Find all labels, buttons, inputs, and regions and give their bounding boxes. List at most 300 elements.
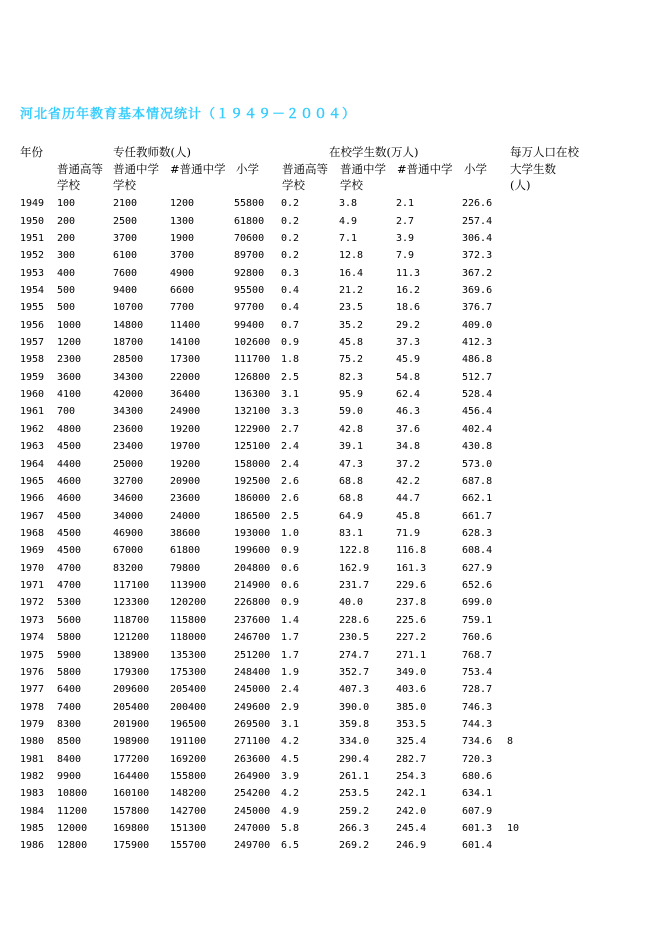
header-teachers-group: 专任教师数(人) <box>113 145 191 159</box>
cell-student-hash-middle: 385.0 <box>396 701 427 713</box>
cell-teacher-primary: 246700 <box>234 632 271 644</box>
cell-student-middle: 23.5 <box>339 302 364 314</box>
cell-per-10k <box>507 560 547 577</box>
cell-teacher-hash-middle: 142700 <box>170 805 207 817</box>
cell-teacher-middle: 34300 <box>113 406 144 418</box>
cell-student-hash-middle: 54.8 <box>396 371 421 383</box>
cell-teacher-middle: 6100 <box>113 250 138 262</box>
cell-year: 1977 <box>20 684 45 696</box>
cell-student-hash-middle: 46.3 <box>396 406 421 418</box>
cell-student-primary: 728.7 <box>462 684 493 696</box>
table-row <box>20 629 547 646</box>
cell-student-middle: 290.4 <box>339 753 370 765</box>
cell-teacher-hash-middle: 14100 <box>170 337 201 349</box>
cell-teacher-middle: 83200 <box>113 562 144 574</box>
cell-teacher-higher: 1000 <box>57 319 82 331</box>
cell-student-primary: 680.6 <box>462 771 493 783</box>
cell-teacher-middle: 2500 <box>113 215 138 227</box>
cell-teacher-higher: 11200 <box>57 805 88 817</box>
cell-teacher-primary: 132100 <box>234 406 271 418</box>
cell-student-higher: 0.4 <box>281 302 300 314</box>
cell-student-middle: 82.3 <box>339 371 364 383</box>
cell-teacher-middle: 209600 <box>113 684 150 696</box>
cell-per-10k <box>507 577 547 594</box>
cell-teacher-primary: 251200 <box>234 649 271 661</box>
cell-student-primary: 601.3 <box>462 823 493 835</box>
header-student-primary: 小学 <box>464 162 487 176</box>
cell-teacher-middle: 34600 <box>113 493 144 505</box>
cell-per-10k <box>507 403 547 420</box>
cell-teacher-primary: 61800 <box>234 215 265 227</box>
cell-per-10k <box>507 698 547 715</box>
header-teacher-hash-middle: #普通中学 <box>170 162 226 176</box>
cell-teacher-higher: 300 <box>57 250 76 262</box>
cell-teacher-primary: 247000 <box>234 823 271 835</box>
table-row <box>20 212 547 229</box>
cell-student-higher: 2.5 <box>281 371 300 383</box>
cell-per-10k <box>507 455 547 472</box>
cell-student-hash-middle: 245.4 <box>396 823 427 835</box>
table-row <box>20 455 547 472</box>
cell-student-primary: 369.6 <box>462 284 493 296</box>
cell-student-hash-middle: 229.6 <box>396 580 427 592</box>
cell-per-10k <box>507 386 547 403</box>
table-row <box>20 803 547 820</box>
cell-year: 1984 <box>20 805 45 817</box>
header-student-middle-2: 学校 <box>340 178 363 192</box>
cell-teacher-middle: 157800 <box>113 805 150 817</box>
cell-student-primary: 652.6 <box>462 580 493 592</box>
cell-teacher-higher: 5800 <box>57 632 82 644</box>
cell-teacher-primary: 237600 <box>234 614 271 626</box>
cell-teacher-middle: 175900 <box>113 840 150 852</box>
cell-year: 1967 <box>20 510 45 522</box>
cell-student-middle: 334.0 <box>339 736 370 748</box>
cell-per-10k: 8 <box>507 736 514 748</box>
cell-teacher-primary: 249600 <box>234 701 271 713</box>
cell-teacher-middle: 3700 <box>113 232 138 244</box>
cell-per-10k <box>507 247 547 264</box>
cell-student-middle: 3.8 <box>339 198 358 210</box>
table-row <box>20 837 547 854</box>
cell-student-hash-middle: 7.9 <box>396 250 415 262</box>
cell-teacher-primary: 271100 <box>234 736 271 748</box>
data-table <box>20 195 547 855</box>
cell-teacher-primary: 97700 <box>234 302 265 314</box>
cell-student-middle: 7.1 <box>339 232 358 244</box>
cell-per-10k <box>507 195 547 212</box>
cell-year: 1962 <box>20 423 45 435</box>
cell-per-10k <box>507 803 547 820</box>
cell-teacher-primary: 245000 <box>234 805 271 817</box>
cell-teacher-primary: 249700 <box>234 840 271 852</box>
cell-per-10k <box>507 751 547 768</box>
cell-student-primary: 634.1 <box>462 788 493 800</box>
cell-teacher-primary: 186500 <box>234 510 271 522</box>
cell-teacher-primary: 136300 <box>234 389 271 401</box>
cell-teacher-middle: 117100 <box>113 580 150 592</box>
cell-year: 1979 <box>20 718 45 730</box>
cell-student-hash-middle: 225.6 <box>396 614 427 626</box>
table-row <box>20 473 547 490</box>
cell-student-hash-middle: 237.8 <box>396 597 427 609</box>
cell-per-10k: 10 <box>507 823 520 835</box>
cell-student-hash-middle: 37.2 <box>396 458 421 470</box>
cell-teacher-middle: 42000 <box>113 389 144 401</box>
cell-teacher-higher: 4700 <box>57 562 82 574</box>
cell-student-middle: 47.3 <box>339 458 364 470</box>
cell-student-hash-middle: 44.7 <box>396 493 421 505</box>
cell-per-10k <box>507 421 547 438</box>
cell-teacher-hash-middle: 205400 <box>170 684 207 696</box>
cell-teacher-primary: 89700 <box>234 250 265 262</box>
cell-teacher-hash-middle: 135300 <box>170 649 207 661</box>
table-row <box>20 507 547 524</box>
cell-student-primary: 628.3 <box>462 528 493 539</box>
cell-student-higher: 0.2 <box>281 215 300 227</box>
cell-year: 1961 <box>20 406 45 418</box>
cell-year: 1980 <box>20 736 45 748</box>
table-row <box>20 421 547 438</box>
cell-teacher-hash-middle: 1900 <box>170 232 195 244</box>
cell-teacher-higher: 500 <box>57 284 76 296</box>
cell-teacher-higher: 700 <box>57 406 76 418</box>
cell-student-higher: 0.3 <box>281 267 300 279</box>
cell-teacher-hash-middle: 19200 <box>170 423 201 435</box>
cell-student-primary: 608.4 <box>462 545 493 557</box>
cell-per-10k <box>507 681 547 698</box>
cell-teacher-higher: 6400 <box>57 684 82 696</box>
cell-teacher-higher: 4400 <box>57 458 82 470</box>
cell-teacher-hash-middle: 120200 <box>170 597 207 609</box>
cell-student-hash-middle: 242.1 <box>396 788 427 800</box>
cell-teacher-hash-middle: 1200 <box>170 198 195 210</box>
cell-student-higher: 3.9 <box>281 771 300 783</box>
cell-per-10k <box>507 369 547 386</box>
cell-teacher-primary: 214900 <box>234 580 271 592</box>
cell-year: 1974 <box>20 632 45 644</box>
cell-student-higher: 2.4 <box>281 458 300 470</box>
cell-student-primary: 601.4 <box>462 840 493 852</box>
cell-teacher-higher: 500 <box>57 302 76 314</box>
table-row <box>20 698 547 715</box>
cell-student-primary: 512.7 <box>462 371 493 383</box>
cell-student-primary: 573.0 <box>462 458 493 470</box>
cell-student-primary: 402.4 <box>462 423 493 435</box>
cell-student-primary: 687.8 <box>462 475 493 487</box>
cell-student-middle: 83.1 <box>339 528 364 539</box>
cell-student-middle: 45.8 <box>339 337 364 349</box>
table-row <box>20 334 547 351</box>
cell-teacher-higher: 4500 <box>57 510 82 522</box>
table-row <box>20 317 547 334</box>
cell-teacher-higher: 2300 <box>57 354 82 366</box>
cell-student-higher: 2.6 <box>281 493 300 505</box>
cell-student-middle: 4.9 <box>339 215 358 227</box>
table-row <box>20 681 547 698</box>
cell-teacher-middle: 205400 <box>113 701 150 713</box>
cell-student-hash-middle: 227.2 <box>396 632 427 644</box>
cell-year: 1949 <box>20 198 45 210</box>
cell-year: 1975 <box>20 649 45 661</box>
cell-teacher-middle: 28500 <box>113 354 144 366</box>
cell-teacher-hash-middle: 6600 <box>170 284 195 296</box>
cell-teacher-hash-middle: 24000 <box>170 510 201 522</box>
cell-student-hash-middle: 37.6 <box>396 423 421 435</box>
cell-student-primary: 607.9 <box>462 805 493 817</box>
cell-teacher-higher: 3600 <box>57 371 82 383</box>
cell-teacher-hash-middle: 17300 <box>170 354 201 366</box>
cell-student-middle: 352.7 <box>339 666 370 678</box>
cell-student-hash-middle: 71.9 <box>396 528 421 539</box>
cell-student-higher: 2.5 <box>281 510 300 522</box>
cell-per-10k <box>507 334 547 351</box>
cell-per-10k <box>507 664 547 681</box>
cell-teacher-primary: 245000 <box>234 684 271 696</box>
cell-student-higher: 6.5 <box>281 840 300 852</box>
table-row <box>20 733 547 750</box>
table-row <box>20 612 547 629</box>
cell-student-higher: 4.2 <box>281 736 300 748</box>
cell-per-10k <box>507 594 547 611</box>
cell-year: 1965 <box>20 475 45 487</box>
cell-student-higher: 0.6 <box>281 580 300 592</box>
cell-student-higher: 0.2 <box>281 232 300 244</box>
cell-student-middle: 39.1 <box>339 441 364 453</box>
header-per-10k-line1: 每万人口在校 <box>510 145 579 159</box>
table-row <box>20 646 547 663</box>
cell-teacher-middle: 25000 <box>113 458 144 470</box>
cell-teacher-higher: 12800 <box>57 840 88 852</box>
cell-student-higher: 1.4 <box>281 614 300 626</box>
cell-student-hash-middle: 16.2 <box>396 284 421 296</box>
cell-teacher-primary: 269500 <box>234 718 271 730</box>
cell-per-10k <box>507 785 547 802</box>
cell-per-10k <box>507 351 547 368</box>
cell-year: 1973 <box>20 614 45 626</box>
cell-student-higher: 1.8 <box>281 354 300 366</box>
cell-student-middle: 35.2 <box>339 319 364 331</box>
cell-teacher-primary: 204800 <box>234 562 271 574</box>
page-title: 河北省历年教育基本情况统计（１９４９－２００４） <box>20 107 357 122</box>
cell-teacher-higher: 4500 <box>57 528 82 539</box>
cell-year: 1983 <box>20 788 45 800</box>
cell-teacher-higher: 1200 <box>57 337 82 349</box>
table-row <box>20 195 547 212</box>
cell-student-hash-middle: 18.6 <box>396 302 421 314</box>
cell-student-middle: 59.0 <box>339 406 364 418</box>
cell-student-middle: 253.5 <box>339 788 370 800</box>
cell-teacher-hash-middle: 4900 <box>170 267 195 279</box>
cell-student-primary: 412.3 <box>462 337 493 349</box>
cell-student-middle: 68.8 <box>339 475 364 487</box>
cell-teacher-middle: 34000 <box>113 510 144 522</box>
cell-year: 1953 <box>20 267 45 279</box>
cell-student-higher: 2.4 <box>281 684 300 696</box>
header-student-middle-1: 普通中学 <box>340 162 386 176</box>
cell-teacher-middle: 67000 <box>113 545 144 557</box>
cell-student-middle: 75.2 <box>339 354 364 366</box>
table-row <box>20 438 547 455</box>
cell-year: 1955 <box>20 302 45 314</box>
cell-teacher-middle: 18700 <box>113 337 144 349</box>
cell-teacher-higher: 5900 <box>57 649 82 661</box>
cell-student-primary: 372.3 <box>462 250 493 262</box>
cell-teacher-hash-middle: 19700 <box>170 441 201 453</box>
cell-student-middle: 274.7 <box>339 649 370 661</box>
table-row <box>20 386 547 403</box>
cell-teacher-middle: 198900 <box>113 736 150 748</box>
cell-student-middle: 230.5 <box>339 632 370 644</box>
cell-teacher-primary: 199600 <box>234 545 271 557</box>
cell-student-primary: 367.2 <box>462 267 493 279</box>
cell-per-10k <box>507 282 547 299</box>
cell-teacher-primary: 186000 <box>234 493 271 505</box>
cell-per-10k <box>507 317 547 334</box>
cell-per-10k <box>507 299 547 316</box>
header-teacher-primary: 小学 <box>236 162 259 176</box>
cell-student-hash-middle: 242.0 <box>396 805 427 817</box>
cell-year: 1970 <box>20 562 45 574</box>
cell-teacher-middle: 2100 <box>113 198 138 210</box>
cell-teacher-middle: 138900 <box>113 649 150 661</box>
cell-teacher-higher: 9900 <box>57 771 82 783</box>
cell-teacher-higher: 4600 <box>57 475 82 487</box>
table-row <box>20 542 547 559</box>
header-teacher-higher-2: 学校 <box>57 178 80 192</box>
cell-student-higher: 4.2 <box>281 788 300 800</box>
cell-per-10k <box>507 716 547 733</box>
cell-teacher-middle: 177200 <box>113 753 150 765</box>
cell-student-middle: 261.1 <box>339 771 370 783</box>
cell-per-10k <box>507 438 547 455</box>
table-row <box>20 820 547 837</box>
cell-student-higher: 1.7 <box>281 649 300 661</box>
cell-student-middle: 231.7 <box>339 580 370 592</box>
cell-year: 1952 <box>20 250 45 262</box>
cell-teacher-hash-middle: 113900 <box>170 580 207 592</box>
cell-student-higher: 3.1 <box>281 389 300 401</box>
cell-student-primary: 744.3 <box>462 718 493 730</box>
cell-teacher-hash-middle: 155800 <box>170 771 207 783</box>
cell-student-primary: 760.6 <box>462 632 493 644</box>
cell-student-hash-middle: 246.9 <box>396 840 427 852</box>
cell-teacher-higher: 400 <box>57 267 76 279</box>
cell-student-primary: 226.6 <box>462 198 493 210</box>
table-row <box>20 577 547 594</box>
cell-student-middle: 122.8 <box>339 545 370 557</box>
cell-teacher-primary: 122900 <box>234 423 271 435</box>
cell-student-middle: 68.8 <box>339 493 364 505</box>
cell-per-10k <box>507 473 547 490</box>
cell-teacher-hash-middle: 115800 <box>170 614 207 626</box>
header-students-group: 在校学生数(万人) <box>329 145 419 159</box>
cell-teacher-higher: 12000 <box>57 823 88 835</box>
cell-teacher-higher: 200 <box>57 232 76 244</box>
cell-teacher-middle: 14800 <box>113 319 144 331</box>
cell-teacher-middle: 179300 <box>113 666 150 678</box>
cell-teacher-higher: 200 <box>57 215 76 227</box>
cell-student-middle: 162.9 <box>339 562 370 574</box>
cell-year: 1966 <box>20 493 45 505</box>
cell-per-10k <box>507 264 547 281</box>
cell-student-primary: 257.4 <box>462 215 493 227</box>
cell-teacher-hash-middle: 36400 <box>170 389 201 401</box>
cell-teacher-higher: 10800 <box>57 788 88 800</box>
cell-teacher-middle: 46900 <box>113 528 144 539</box>
cell-student-higher: 4.5 <box>281 753 300 765</box>
cell-student-hash-middle: 116.8 <box>396 545 427 557</box>
cell-teacher-middle: 164400 <box>113 771 150 783</box>
cell-student-primary: 662.1 <box>462 493 493 505</box>
cell-teacher-middle: 169800 <box>113 823 150 835</box>
cell-teacher-middle: 201900 <box>113 718 150 730</box>
cell-student-higher: 0.2 <box>281 250 300 262</box>
cell-year: 1959 <box>20 371 45 383</box>
cell-student-higher: 0.4 <box>281 284 300 296</box>
cell-teacher-hash-middle: 118000 <box>170 632 207 644</box>
header-per-10k-line2: 大学生数 <box>510 162 556 176</box>
cell-per-10k <box>507 507 547 524</box>
cell-student-hash-middle: 45.9 <box>396 354 421 366</box>
header-per-10k-line3: (人) <box>510 178 531 192</box>
cell-teacher-hash-middle: 151300 <box>170 823 207 835</box>
header-teacher-middle-2: 学校 <box>113 178 136 192</box>
cell-teacher-primary: 193000 <box>234 528 271 539</box>
cell-per-10k <box>507 525 547 542</box>
table-row <box>20 490 547 507</box>
cell-student-middle: 16.4 <box>339 267 364 279</box>
cell-student-primary: 759.1 <box>462 614 493 626</box>
cell-teacher-higher: 4100 <box>57 389 82 401</box>
cell-student-middle: 12.8 <box>339 250 364 262</box>
header-teacher-higher-1: 普通高等 <box>57 162 103 176</box>
cell-teacher-primary: 264900 <box>234 771 271 783</box>
cell-teacher-hash-middle: 155700 <box>170 840 207 852</box>
cell-teacher-hash-middle: 3700 <box>170 250 195 262</box>
cell-teacher-hash-middle: 24900 <box>170 406 201 418</box>
cell-student-higher: 1.9 <box>281 666 300 678</box>
cell-student-primary: 734.6 <box>462 736 493 748</box>
cell-student-higher: 3.1 <box>281 718 300 730</box>
table-row <box>20 351 547 368</box>
cell-student-primary: 753.4 <box>462 666 493 678</box>
cell-per-10k <box>507 646 547 663</box>
cell-teacher-hash-middle: 20900 <box>170 475 201 487</box>
cell-student-middle: 42.8 <box>339 423 364 435</box>
cell-student-higher: 2.7 <box>281 423 300 435</box>
cell-student-hash-middle: 161.3 <box>396 562 427 574</box>
table-row <box>20 716 547 733</box>
cell-year: 1957 <box>20 337 45 349</box>
cell-teacher-primary: 226800 <box>234 597 271 609</box>
cell-student-primary: 409.0 <box>462 319 493 331</box>
cell-teacher-primary: 126800 <box>234 371 271 383</box>
cell-teacher-middle: 23400 <box>113 441 144 453</box>
cell-student-middle: 64.9 <box>339 510 364 522</box>
table-row <box>20 525 547 542</box>
cell-teacher-primary: 254200 <box>234 788 271 800</box>
cell-per-10k <box>507 612 547 629</box>
cell-student-middle: 95.9 <box>339 389 364 401</box>
cell-student-primary: 376.7 <box>462 302 493 314</box>
cell-year: 1964 <box>20 458 45 470</box>
cell-student-middle: 390.0 <box>339 701 370 713</box>
table-row <box>20 560 547 577</box>
cell-per-10k <box>507 837 547 854</box>
cell-year: 1972 <box>20 597 45 609</box>
cell-student-higher: 2.6 <box>281 475 300 487</box>
